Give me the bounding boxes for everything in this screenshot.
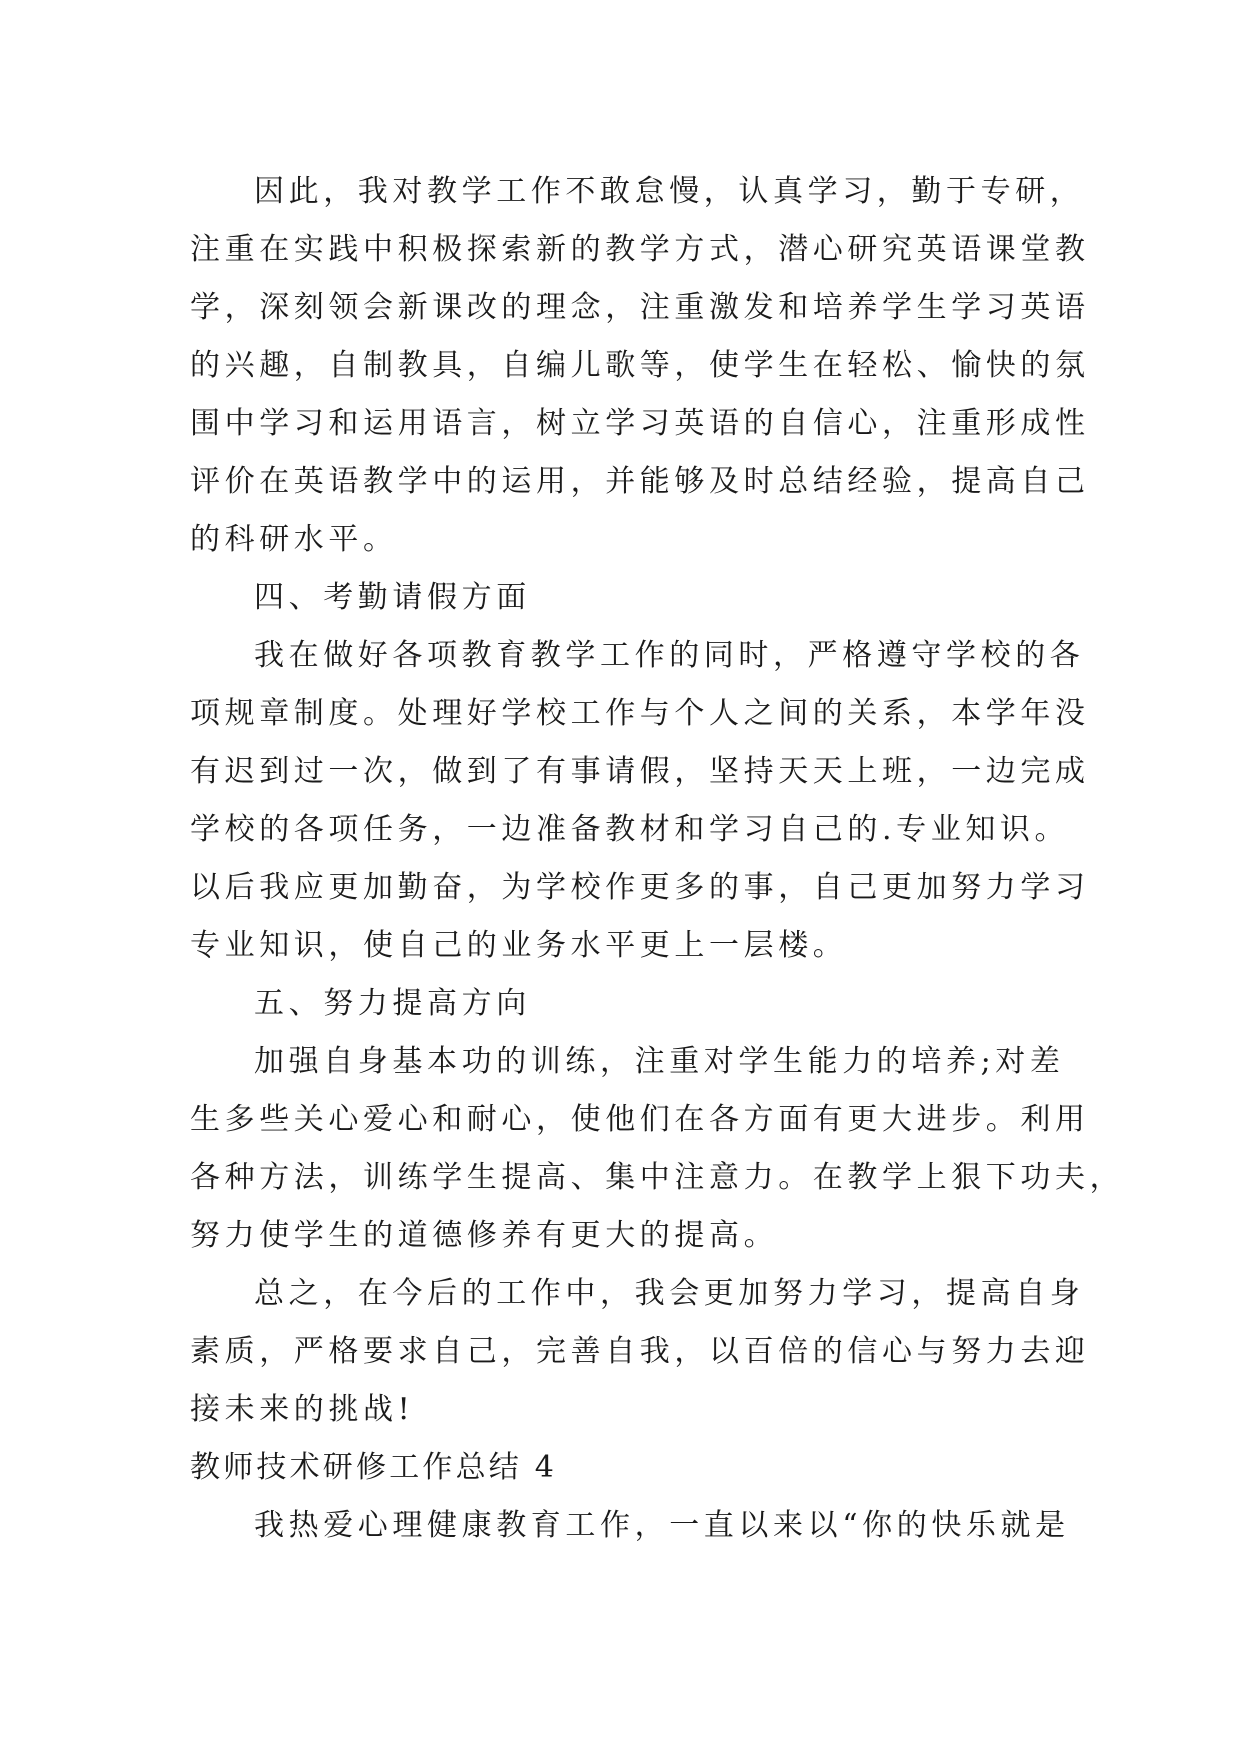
text-line: 生多些关心爱心和耐心，使他们在各方面有更大进步。利用 bbox=[190, 1102, 1090, 1137]
text-line: 各种方法，训练学生提高、集中注意力。在教学上狠下功夫， bbox=[190, 1160, 1125, 1195]
text-line: 因此，我对教学工作不敢怠慢，认真学习，勤于专研， bbox=[254, 174, 1085, 209]
text-line: 总之，在今后的工作中，我会更加努力学习，提高自身 bbox=[254, 1276, 1085, 1311]
text-line: 接未来的挑战! bbox=[190, 1392, 415, 1427]
text-line: 加强自身基本功的训练，注重对学生能力的培养;对差 bbox=[254, 1044, 1065, 1079]
text-line: 围中学习和运用语言，树立学习英语的自信心，注重形成性 bbox=[190, 406, 1090, 441]
text-line: 我热爱心理健康教育工作，一直以来以“你的快乐就是 bbox=[254, 1508, 1070, 1543]
text-line: 的科研水平。 bbox=[190, 522, 398, 557]
text-line: 项规章制度。处理好学校工作与个人之间的关系，本学年没 bbox=[190, 696, 1090, 731]
text-line: 有迟到过一次，做到了有事请假，坚持天天上班，一边完成 bbox=[190, 754, 1090, 789]
text-line: 学，深刻领会新课改的理念，注重激发和培养学生学习英语 bbox=[190, 290, 1090, 325]
text-line: 评价在英语教学中的运用，并能够及时总结经验，提高自己 bbox=[190, 464, 1090, 499]
section-title: 教师技术研修工作总结 4 bbox=[190, 1450, 558, 1485]
text-line: 专业知识，使自己的业务水平更上一层楼。 bbox=[190, 928, 848, 963]
text-line: 注重在实践中积极探索新的教学方式，潜心研究英语课堂教 bbox=[190, 232, 1090, 267]
text-line: 努力使学生的道德修养有更大的提高。 bbox=[190, 1218, 779, 1253]
text-line: 我在做好各项教育教学工作的同时，严格遵守学校的各 bbox=[254, 638, 1085, 673]
text-line: 四、考勤请假方面 bbox=[254, 580, 531, 615]
text-line: 的兴趣，自制教具，自编儿歌等，使学生在轻松、愉快的氛 bbox=[190, 348, 1090, 383]
text-line: 素质，严格要求自己，完善自我，以百倍的信心与努力去迎 bbox=[190, 1334, 1090, 1369]
text-line: 五、努力提高方向 bbox=[254, 986, 531, 1021]
text-line: 以后我应更加勤奋，为学校作更多的事，自己更加努力学习 bbox=[190, 870, 1090, 905]
document-body bbox=[190, 163, 1125, 1555]
text-line: 学校的各项任务，一边准备教材和学习自己的.专业知识。 bbox=[190, 812, 1070, 847]
